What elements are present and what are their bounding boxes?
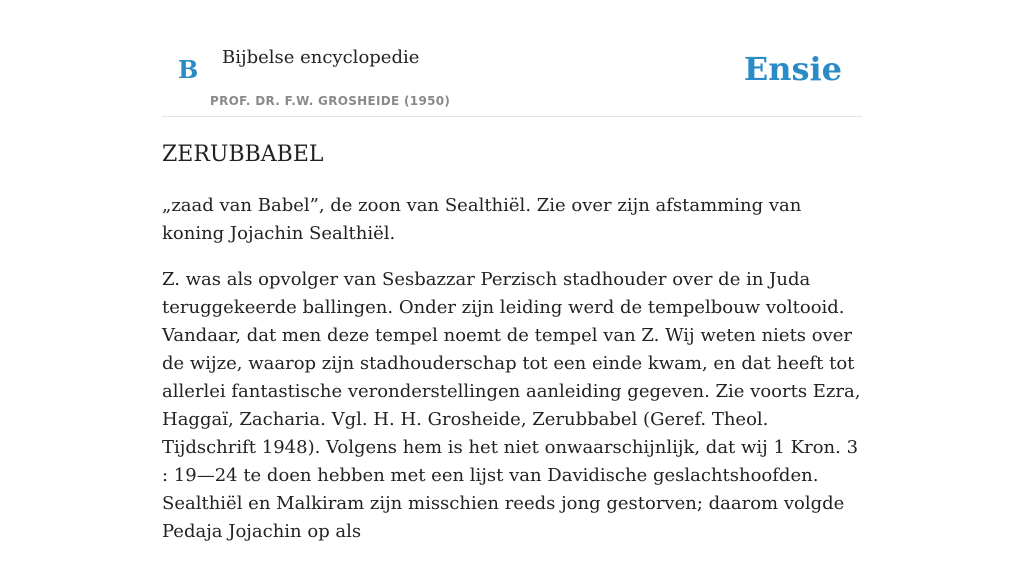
- article-paragraph: Z. was als opvolger van Sesbazzar Perzisch stadhouder over de in Juda teruggekeerde ballingen. Onder zijn leiding werd de tempelbouw voltooid. Vandaar, dat men deze tempel noemt de tempel van Z. Wij weten niets over de wijze, waarop zijn stadhouderschap tot een einde kwam, en dat heeft tot allerlei fantastische veronderstellingen aanleiding gegeven. Zie voorts Ezra, Haggaï, Zacharia. Vgl. H. H. Grosheide, Zerubbabel (Geref. Theol. Tijdschrift 1948). Volgens hem is het niet onwaarschijnlijk, dat wij 1 Kron. 3 : 19—24 te doen hebben met een lijst van Davidische geslachtshoofden. Sealthiël en Malkiram zijn misschien reeds jong gestorven; daarom volgde Pedaja Jojachin op als: [162, 269, 861, 542]
- book-author: PROF. DR. F.W. GROSHEIDE (1950): [210, 94, 451, 108]
- ensie-logo-link[interactable]: Ensie: [743, 50, 842, 88]
- book-title-link[interactable]: Bijbelse encyclopedie: [222, 47, 420, 68]
- article-title: ZERUBBABEL: [162, 142, 324, 167]
- article: [162, 139, 864, 564]
- book-header: [162, 0, 862, 117]
- book-initial[interactable]: B: [178, 55, 199, 84]
- article-paragraph: „zaad van Babel”, de zoon van Sealthiël. Zie over zijn afstamming van koning Jojachin Sealthiël.: [162, 195, 802, 244]
